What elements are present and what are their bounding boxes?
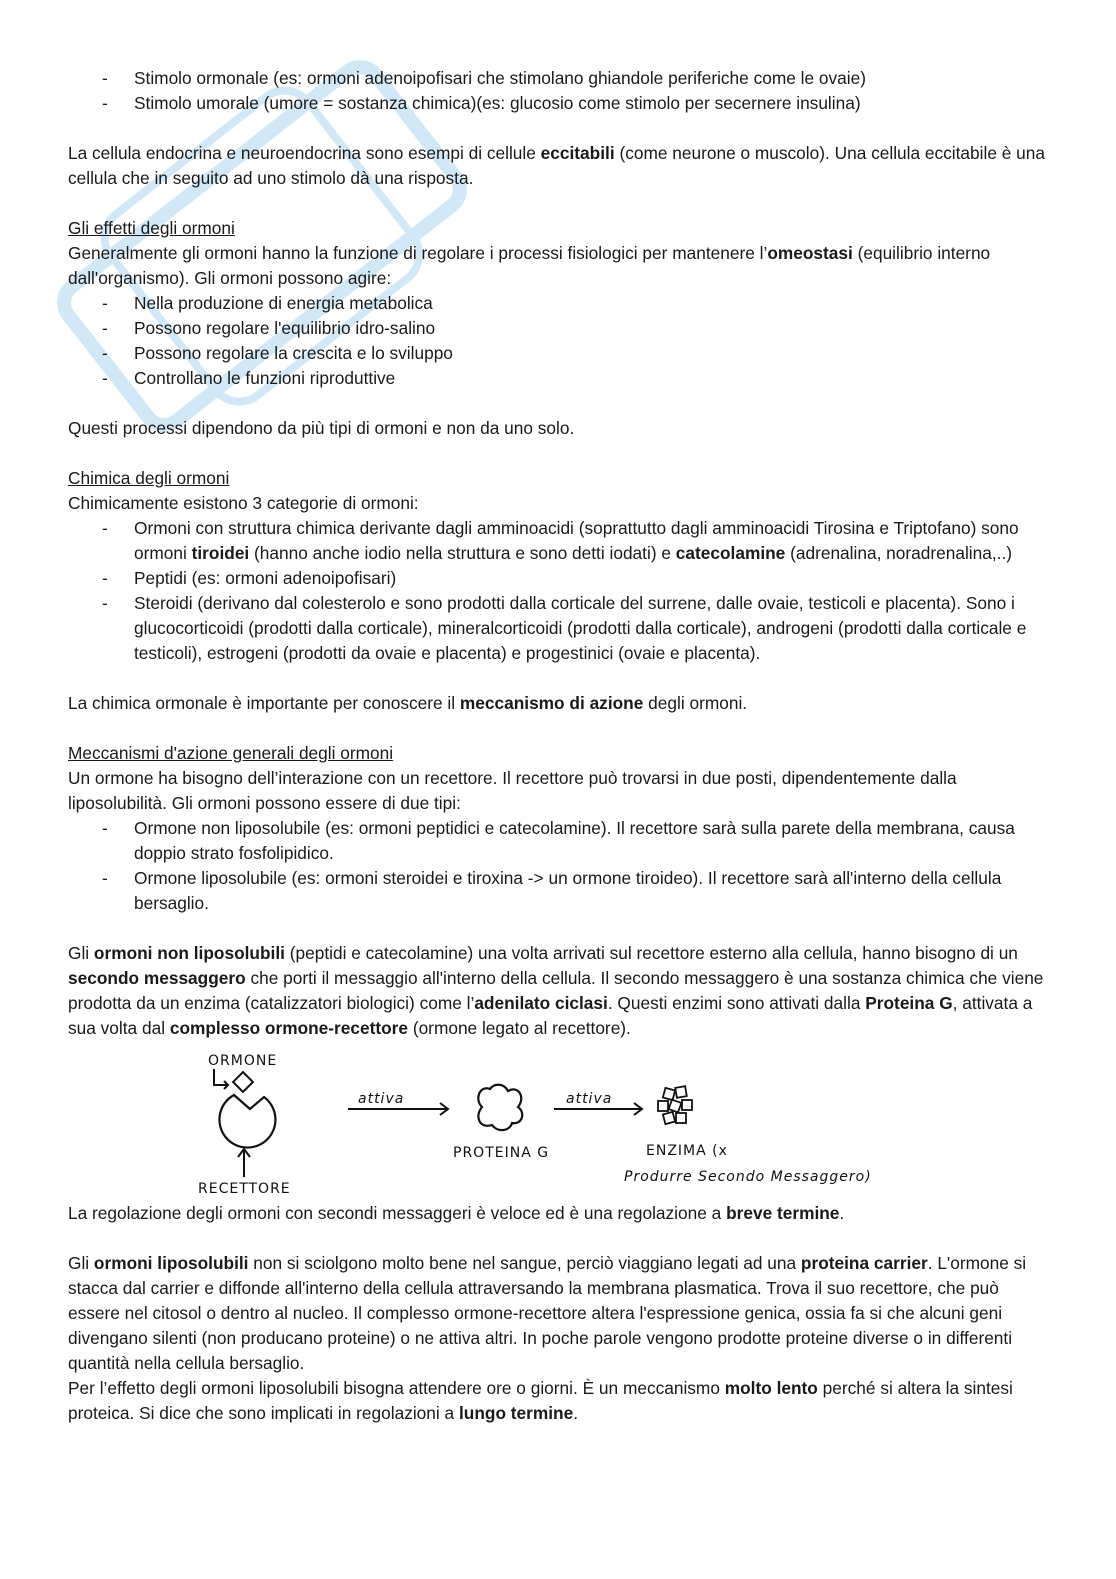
list-item: - Controllano le funzioni riproduttive	[68, 366, 1048, 391]
hand-drawn-diagram	[68, 1045, 1048, 1195]
heading-effetti: Gli effetti degli ormoni	[68, 218, 235, 238]
paragraph-effetti-intro: Generalmente gli ormoni hanno la funzione di regolare i processi fisiologici per mantenere l’omeostasi (equilibrio interno dall'organismo). Gli ormoni possono agire:	[68, 243, 991, 288]
protein-g-shape	[478, 1085, 522, 1130]
list-item: - Peptidi (es: ormoni adenoipofisari)	[68, 566, 1048, 591]
paragraph-lungo-termine: Per l’effetto degli ormoni liposolubili bisogna attendere ore o giorni. È un meccanismo molto lento perché si altera la sintesi proteica. Si dice che sono implicati in regolazioni a lungo termine.	[68, 1378, 1013, 1423]
paragraph-liposolubili: Gli ormoni liposolubili non si sciolgono molto bene nel sangue, perciò viaggiano legati ad una proteina carrier. L'ormone si stacca dal carrier e diffonde all'interno della cellula attraversando la membrana plasmatica. Trova il suo recettore, che può essere nel citosol o dentro al nucleo. Il complesso ormone-recettore altera l'espressione genica, ossia fa si che alcuni geni divengano silenti (non producano proteine) o ne attiva altri. In poche parole vengono prodotte proteine diverse o in differenti quantità nella cellula bersaglio.	[68, 1253, 1027, 1373]
hormone-shape	[233, 1072, 253, 1092]
list-item: - Steroidi (derivano dal colesterolo e sono prodotti dalla corticale del surrene, dalle ovaie, testicoli e placenta). Sono i glucocorticoidi (prodotti dalla corticale), mineralcorticoidi (prodotti dalla corticale), androgeni (prodotti dalla corticale e testicoli), estrogeni (prodotti da ovaie e placenta) e progestinici (ovaie e placenta).	[68, 591, 1048, 666]
list-item: - Possono regolare l'equilibrio idro-salino	[68, 316, 1048, 341]
paragraph-eccitabili: La cellula endocrina e neuroendocrina sono esempi di cellule eccitabili (come neurone o muscolo). Una cellula eccitabile è una cellula che in seguito ad uno stimolo dà una risposta.	[68, 143, 1045, 188]
ormone-label: ORMONE	[208, 1053, 278, 1069]
receptor-arrow	[238, 1149, 250, 1177]
paragraph-effetti-closing: Questi processi dipendono da più tipi di ormoni e non da uno solo.	[68, 418, 575, 438]
list-item: - Ormone liposolubile (es: ormoni steroidei e tiroxina -> un ormone tiroideo). Il recettore sarà all'interno della cellula bersaglio.	[68, 866, 1048, 916]
effetti-list	[68, 291, 1048, 391]
paragraph-non-liposolubili: Gli ormoni non liposolubili (peptidi e catecolamine) una volta arrivati sul recettore esterno alla cellula, hanno bisogno di un secondo messaggero che porti il messaggio all'interno della cellula. Il secondo messaggero è una sostanza chimica che viene prodotta da un enzima (catalizzatori biologici) come l’adenilato ciclasi. Questi enzimi sono attivati dalla Proteina G, attivata a sua volta dal complesso ormone-recettore (ormone legato al recettore).	[68, 943, 1044, 1038]
list-item: - Nella produzione di energia metabolica	[68, 291, 1048, 316]
heading-chimica: Chimica degli ormoni	[68, 468, 230, 488]
enzyme-shape	[658, 1086, 692, 1124]
attiva-label-1: attiva	[358, 1091, 405, 1107]
enzima-note: Produrre Secondo Messaggero)	[624, 1169, 872, 1185]
chimica-list	[68, 516, 1048, 666]
list-item: - Ormoni con struttura chimica derivante dagli amminoacidi (soprattutto dagli amminoacidi Tirosina e Triptofano) sono ormoni tiroidei (hanno anche iodio nella struttura e sono detti iodati) e catecolamine (adrenalina, noradrenalina,..)	[68, 516, 1048, 566]
document-page	[68, 66, 1048, 1426]
proteina-label: PROTEINA G	[453, 1145, 550, 1161]
enzima-label: ENZIMA (x	[646, 1143, 728, 1159]
receptor-cell	[219, 1095, 275, 1148]
heading-meccanismi: Meccanismi d'azione generali degli ormoni	[68, 743, 394, 763]
paragraph-meccanismi-intro: Un ormone ha bisogno dell’interazione con un recettore. Il recettore può trovarsi in due posti, dipendentemente dalla liposolubilità. Gli ormoni possono essere di due tipi:	[68, 768, 957, 813]
list-item: - Stimolo umorale (umore = sostanza chimica)(es: glucosio come stimolo per secernere insulina)	[68, 91, 1048, 116]
recettore-label: RECETTORE	[198, 1181, 291, 1195]
paragraph-chimica-intro: Chimicamente esistono 3 categorie di ormoni:	[68, 493, 419, 513]
list-item: - Ormone non liposolubile (es: ormoni peptidici e catecolamine). Il recettore sarà sulla parete della membrana, causa doppio strato fosfolipidico.	[68, 816, 1048, 866]
meccanismi-list	[68, 816, 1048, 916]
list-item: - Stimolo ormonale (es: ormoni adenoipofisari che stimolano ghiandole periferiche come le ovaie)	[68, 66, 1048, 91]
diagram-svg	[198, 1045, 928, 1195]
paragraph-breve-termine: La regolazione degli ormoni con secondi messaggeri è veloce ed è una regolazione a breve termine.	[68, 1203, 845, 1223]
list-item: - Possono regolare la crescita e lo sviluppo	[68, 341, 1048, 366]
paragraph-chimica-closing: La chimica ormonale è importante per conoscere il meccanismo di azione degli ormoni.	[68, 693, 748, 713]
attiva-label-2: attiva	[566, 1091, 613, 1107]
stimuli-list	[68, 66, 1048, 116]
